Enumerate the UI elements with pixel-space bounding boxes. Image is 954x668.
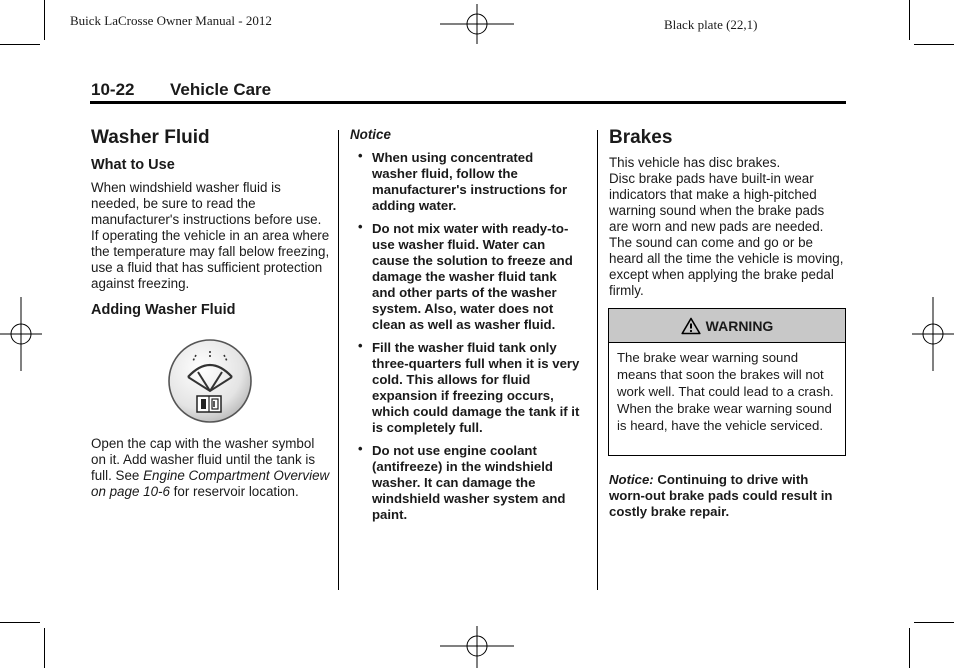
list-item-text: Do not use engine coolant (antifreeze) in the windshield washer. It can damage the windshield washer system and paint. [372, 443, 566, 522]
list-item [350, 340, 582, 436]
section-heading: Washer Fluid [91, 127, 210, 148]
registration-mark-icon [440, 4, 514, 44]
notice-title: Notice [350, 127, 391, 142]
warning-box [608, 308, 846, 456]
page-header [91, 80, 271, 100]
warning-text: The brake wear warning sound means that soon the brakes will not work well. That could lead to a crash. When the brake wear warning sound is heard, have the vehicle serviced. [617, 350, 834, 433]
warning-triangle-icon [681, 317, 701, 335]
column-washer-fluid [91, 127, 331, 500]
registration-mark-icon [912, 297, 954, 371]
notice-list [350, 150, 582, 523]
list-item-text: Do not mix water with ready-to-use washer fluid. Water can cause the solution to freeze and damage the washer fluid tank and other parts of the washer system. Also, water does not clean as well as washer fluid. [372, 221, 573, 332]
manual-title: Buick LaCrosse Owner Manual - 2012 [70, 13, 272, 28]
subheading-adding-washer-fluid: Adding Washer Fluid [91, 302, 236, 318]
list-item-text: When using concentrated washer fluid, follow the manufacturer's instructions for adding water. [372, 150, 568, 213]
column-divider [338, 130, 339, 590]
bullet: • [358, 441, 363, 456]
list-item [350, 150, 582, 214]
list-item [350, 221, 582, 333]
list-item-text: Fill the washer fluid tank only three-quarters full when it is very cold. This allows for fluid expansion if freezing occurs, which could damage the tank if it is completely full. [372, 340, 580, 435]
paragraph: When windshield washer fluid is needed, be sure to read the manufacturer's instructions before use. If operating the vehicle in an area where the temperature may fall below freezing, use a fluid that has sufficient protection against freezing. [91, 180, 330, 291]
cross-reference-link[interactable]: Engine Compartment Overview on page 10-6 [91, 468, 330, 499]
column-divider [597, 130, 598, 590]
notice-label: Notice: [609, 472, 654, 487]
washer-cap-icon [166, 339, 254, 423]
list-item [350, 443, 582, 523]
text-run: Open the cap with the washer symbol on it. Add washer fluid until the tank is full. See [91, 436, 316, 483]
column-brakes [609, 127, 847, 299]
text-run: for reservoir location. [173, 484, 299, 499]
warning-label: WARNING [705, 317, 774, 334]
warning-header [609, 309, 845, 343]
paragraph: This vehicle has disc brakes. [609, 155, 781, 170]
section-title: Vehicle Care [170, 80, 272, 99]
bullet: • [358, 219, 363, 234]
header-rule [90, 101, 846, 104]
paragraph [91, 436, 331, 500]
registration-mark-icon [440, 626, 514, 668]
notice-text: Continuing to drive with worn-out brake pads could result in costly brake repair. [609, 472, 833, 519]
bullet: • [358, 338, 363, 353]
plate-label: Black plate (22,1) [664, 17, 758, 32]
subheading-what-to-use: What to Use [91, 157, 175, 173]
registration-mark-icon [0, 297, 42, 371]
brake-notice [609, 472, 847, 520]
bullet: • [358, 148, 363, 163]
section-heading: Brakes [609, 127, 673, 148]
paragraph: Disc brake pads have built-in wear indicators that make a high-pitched warning sound when the brake pads are worn and new pads are needed. The sound can come and go or be heard all the time the vehicle is moving, except when applying the brake pedal firmly. [609, 171, 844, 298]
manual-book-icon [197, 396, 221, 412]
washer-symbol-figure [166, 339, 254, 423]
page-number: 10-22 [91, 80, 135, 99]
column-notice [350, 127, 582, 530]
